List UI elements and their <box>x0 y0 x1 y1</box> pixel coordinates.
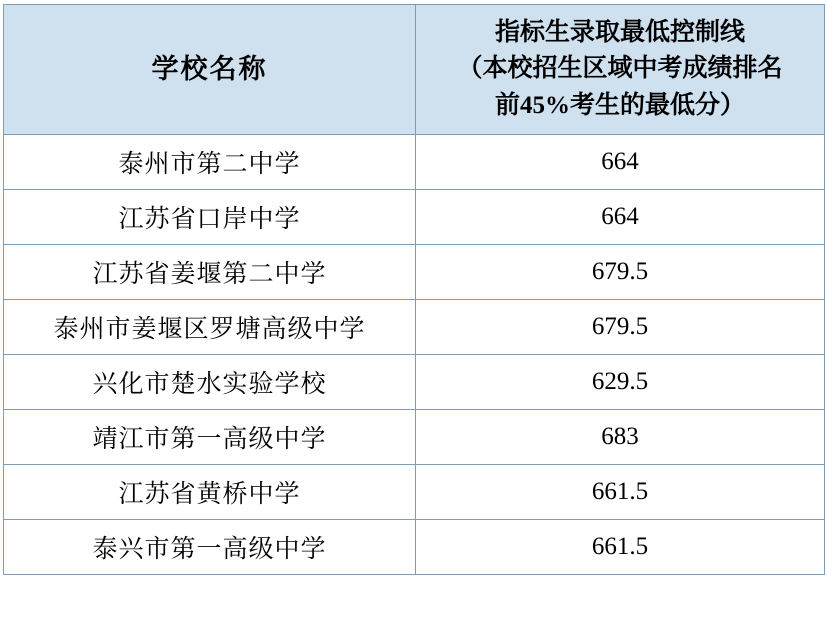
cell-score-value: 661.5 <box>416 519 825 574</box>
cell-school-name: 泰州市姜堰区罗塘高级中学 <box>4 299 416 354</box>
table-row <box>4 189 825 244</box>
column-header-school: 学校名称 <box>4 5 416 135</box>
table-row <box>4 409 825 464</box>
table-row <box>4 134 825 189</box>
cell-school-name: 江苏省黄桥中学 <box>4 464 416 519</box>
cell-school-name: 泰州市第二中学 <box>4 134 416 189</box>
cell-school-name: 兴化市楚水实验学校 <box>4 354 416 409</box>
cell-school-name: 泰兴市第一高级中学 <box>4 519 416 574</box>
table-row <box>4 464 825 519</box>
score-table-container <box>0 4 827 575</box>
table-row <box>4 244 825 299</box>
cell-school-name: 江苏省口岸中学 <box>4 189 416 244</box>
cell-score-value: 629.5 <box>416 354 825 409</box>
cell-score-value: 661.5 <box>416 464 825 519</box>
cell-school-name: 靖江市第一高级中学 <box>4 409 416 464</box>
cell-score-value: 664 <box>416 134 825 189</box>
column-header-score-line-2: （本校招生区域中考成绩排名 <box>457 55 783 83</box>
cell-score-value: 664 <box>416 189 825 244</box>
table-row <box>4 299 825 354</box>
cell-school-name: 江苏省姜堰第二中学 <box>4 244 416 299</box>
table-row <box>4 354 825 409</box>
table-header <box>4 5 825 135</box>
column-header-score-line-1: 指标生录取最低控制线 <box>494 19 745 46</box>
cell-score-value: 679.5 <box>416 299 825 354</box>
table-header-row <box>4 5 825 135</box>
cell-score-value: 679.5 <box>416 244 825 299</box>
column-header-score-line-3: 前45%考生的最低分） <box>494 91 745 119</box>
cell-score-value: 683 <box>416 409 825 464</box>
indicator-admission-score-table <box>3 4 825 575</box>
table-body <box>4 134 825 574</box>
table-row <box>4 519 825 574</box>
column-header-score <box>416 5 825 135</box>
